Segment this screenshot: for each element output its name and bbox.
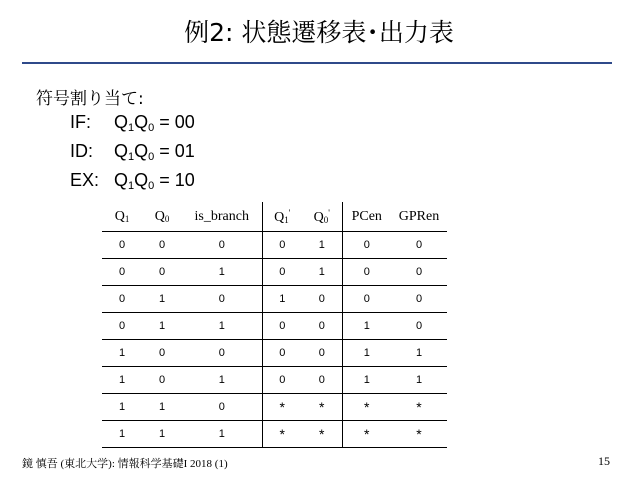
assignment-var: Q <box>114 170 129 190</box>
assignment-sub: 1 <box>128 180 135 192</box>
table-cell: * <box>302 421 342 448</box>
table-cell: 1 <box>182 421 262 448</box>
assignment-var: Q <box>134 170 149 190</box>
table-cell: 0 <box>142 367 182 394</box>
table-cell: 0 <box>262 259 302 286</box>
table-cell: 1 <box>302 232 342 259</box>
table-cell: 0 <box>102 259 142 286</box>
table-cell: 1 <box>142 313 182 340</box>
table-cell: * <box>391 394 447 421</box>
table-cell: 0 <box>342 259 391 286</box>
table-cell: 1 <box>102 394 142 421</box>
assignment-sub: 0 <box>148 180 155 192</box>
table-row <box>102 286 447 313</box>
column-header: GPRen <box>391 202 447 232</box>
table-cell: 0 <box>342 232 391 259</box>
table-cell: 0 <box>391 259 447 286</box>
page-number: 15 <box>598 454 610 468</box>
assignment-var: Q <box>134 112 149 132</box>
state-transition-table <box>102 202 447 448</box>
assignment-heading: 符号割り当て: <box>36 89 144 109</box>
table-cell: 0 <box>262 232 302 259</box>
table-cell: 1 <box>342 313 391 340</box>
table-cell: 0 <box>182 232 262 259</box>
column-header: PCen <box>342 202 391 232</box>
assignment-label: EX: <box>70 170 100 190</box>
table-cell: 1 <box>102 340 142 367</box>
assignment-line-if <box>36 111 195 140</box>
table-cell: 0 <box>182 340 262 367</box>
table-cell: 0 <box>262 367 302 394</box>
assignment-var: Q <box>114 112 129 132</box>
assignment-value: = 10 <box>154 170 195 190</box>
table-cell: * <box>262 421 302 448</box>
table-cell: 0 <box>342 286 391 313</box>
table-cell: 0 <box>102 286 142 313</box>
footer-credit: 鏡 慎吾 (東北大学): 情報科学基礎I 2018 (1) <box>22 458 228 470</box>
assignment-var: Q <box>114 141 129 161</box>
table-cell: 0 <box>262 313 302 340</box>
assignment-sub: 1 <box>128 151 135 163</box>
table-cell: 0 <box>142 340 182 367</box>
table-cell: 0 <box>391 286 447 313</box>
table-row <box>102 340 447 367</box>
table-row <box>102 367 447 394</box>
column-header: $Q_1$ <box>102 202 142 232</box>
table-cell: 1 <box>262 286 302 313</box>
table-cell: 1 <box>102 421 142 448</box>
table-cell: 0 <box>182 394 262 421</box>
table-cell: 0 <box>302 340 342 367</box>
table-cell: 0 <box>102 232 142 259</box>
column-header: is_branch <box>182 202 262 232</box>
table-cell: 0 <box>262 340 302 367</box>
table-row <box>102 313 447 340</box>
table-cell: * <box>342 394 391 421</box>
table-cell: 0 <box>142 259 182 286</box>
slide-title: 例2: 状態遷移表･出力表 <box>184 18 454 47</box>
table-row <box>102 259 447 286</box>
table-row <box>102 421 447 448</box>
table-cell: 1 <box>182 367 262 394</box>
table-cell: 0 <box>142 232 182 259</box>
assignment-sub: 0 <box>148 151 155 163</box>
assignment-sub: 0 <box>148 122 155 134</box>
table-cell: * <box>262 394 302 421</box>
table-cell: 1 <box>142 286 182 313</box>
title-divider <box>22 62 612 64</box>
table-cell: 1 <box>142 394 182 421</box>
table-cell: 1 <box>302 259 342 286</box>
assignment-label: IF: <box>70 112 91 132</box>
assignment-line-id <box>36 140 195 169</box>
table-cell: 1 <box>342 340 391 367</box>
table-cell: 0 <box>182 286 262 313</box>
table-cell: 1 <box>102 367 142 394</box>
table-cell: 1 <box>391 367 447 394</box>
table-cell: 0 <box>102 313 142 340</box>
assignment-value: = 00 <box>154 112 195 132</box>
column-header: $Q_0'$ <box>302 202 342 232</box>
table-cell: 0 <box>391 313 447 340</box>
table-cell: * <box>342 421 391 448</box>
table-cell: * <box>391 421 447 448</box>
table-cell: 1 <box>391 340 447 367</box>
table-header-row <box>102 202 447 232</box>
table-cell: 0 <box>302 286 342 313</box>
assignment-line-ex <box>36 169 195 198</box>
assignment-sub: 1 <box>128 122 135 134</box>
column-header: $Q_0$ <box>142 202 182 232</box>
table-row <box>102 394 447 421</box>
table-cell: 0 <box>302 313 342 340</box>
assignment-block <box>36 88 195 198</box>
assignment-value: = 01 <box>154 141 195 161</box>
table-cell: 0 <box>391 232 447 259</box>
assignment-label: ID: <box>70 141 94 161</box>
table-cell: 1 <box>142 421 182 448</box>
table-cell: * <box>302 394 342 421</box>
table-cell: 1 <box>182 313 262 340</box>
column-header: $Q_1'$ <box>262 202 302 232</box>
table-cell: 0 <box>302 367 342 394</box>
table-cell: 1 <box>342 367 391 394</box>
table-row <box>102 232 447 259</box>
table-cell: 1 <box>182 259 262 286</box>
assignment-var: Q <box>134 141 149 161</box>
